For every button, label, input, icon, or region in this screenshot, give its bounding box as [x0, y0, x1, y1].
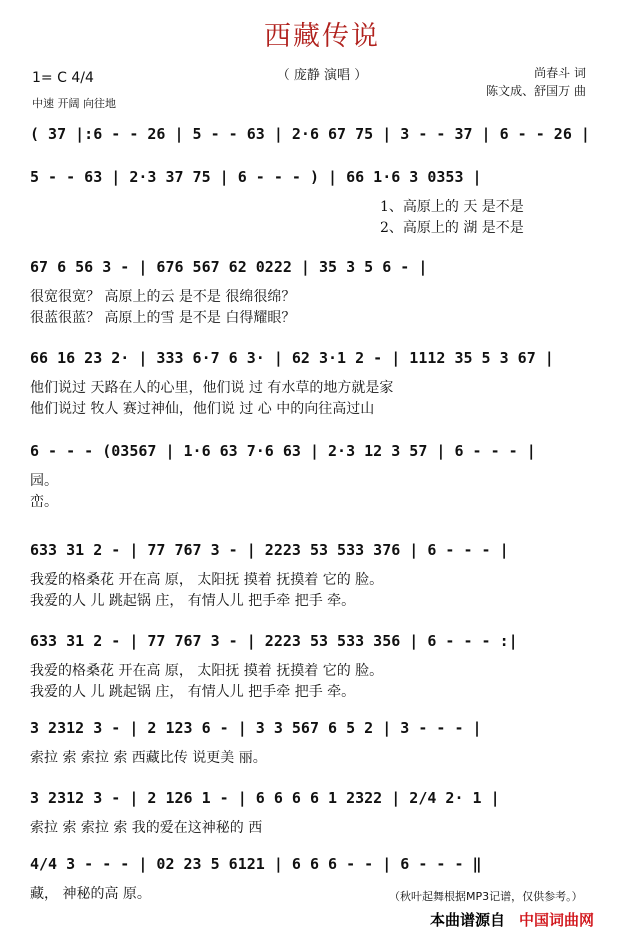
lyric-line: 园。	[30, 473, 58, 489]
lyric-line: 索拉 索 索拉 索 我的爱在这神秘的 西	[30, 820, 263, 836]
lyric-line: 我爱的人 儿 跳起锅 庄， 有情人儿 把手牵 把手 牵。	[30, 684, 356, 700]
site-name: 中国词曲网	[519, 911, 595, 929]
music-line: 67 6 56 3 - | 676 567 62 0222 | 35 3 5 6 - |	[30, 258, 428, 276]
lyric-line: 很宽很宽？ 高原上的云 是不是 很绵很绵？	[30, 289, 296, 305]
lyric-line: 1、高原上的 天 是不是	[380, 199, 524, 215]
singer-line: （ 庞静 演唱 ）	[276, 68, 368, 83]
lyric-line: 峦。	[30, 494, 58, 510]
song-title: 西藏传说	[264, 21, 380, 52]
music-line: 66 16 23 2· | 333 6·7 6 3· | 62 3·1 2 - | 1112 35 5 3 67 |	[30, 349, 554, 367]
source-label: 本曲谱源自	[430, 911, 506, 929]
lyric-line: 他们说过 天路在人的心里，他们说 过 有水草的地方就是家	[30, 380, 394, 396]
lyric-line: 藏， 神秘的高 原。	[30, 886, 151, 902]
key-signature: 1= C 4/4	[32, 70, 94, 86]
composer-credit: 陈文成、舒国万 曲	[486, 84, 586, 98]
music-line: 6 - - - (03567 | 1·6 63 7·6 63 | 2·3 12 3 57 | 6 - - - |	[30, 442, 536, 460]
music-line: 3 2312 3 - | 2 123 6 - | 3 3 567 6 5 2 | 3 - - - |	[30, 719, 482, 737]
music-line: 633 31 2 - | 77 767 3 - | 2223 53 533 376 | 6 - - - |	[30, 541, 509, 559]
lyric-line: 我爱的人 儿 跳起锅 庄， 有情人儿 把手牵 把手 牵。	[30, 593, 356, 609]
music-line: 3 2312 3 - | 2 126 1 - | 6 6 6 6 1 2322 | 2/4 2· 1 |	[30, 789, 500, 807]
lyric-line: 很蓝很蓝？ 高原上的雪 是不是 白得耀眼？	[30, 310, 296, 326]
lyric-line: 我爱的格桑花 开在高 原， 太阳抚 摸着 抚摸着 它的 脸。	[30, 572, 384, 588]
lyricist-credit: 尚春斗 词	[534, 66, 586, 80]
lyric-line: 我爱的格桑花 开在高 原， 太阳抚 摸着 抚摸着 它的 脸。	[30, 663, 384, 679]
music-line: 4/4 3 - - - | 02 23 5 6121 | 6 6 6 - - | 6 - - - ‖	[30, 855, 482, 873]
lyric-line: 2、高原上的 湖 是不是	[380, 220, 524, 236]
music-line: 5 - - 63 | 2·3 37 75 | 6 - - - ) | 66 1·6 3 0353 |	[30, 168, 482, 186]
lyric-line: 他们说过 牧人 赛过神仙，他们说 过 心 中的向往高过山	[30, 401, 375, 417]
lyric-line: 索拉 索 索拉 索 西藏比传 说更美 丽。	[30, 750, 267, 766]
music-line: 633 31 2 - | 77 767 3 - | 2223 53 533 356 | 6 - - - :|	[30, 632, 518, 650]
transcription-note: （秋叶起舞根据MP3记谱，仅供参考。）	[389, 890, 583, 903]
tempo-marking: 中速 开阔 向往地	[32, 97, 116, 110]
music-line: ( 37 |:6 - - 26 | 5 - - 63 | 2·6 67 75 | 3 - - 37 | 6 - - 26 |	[30, 125, 590, 143]
